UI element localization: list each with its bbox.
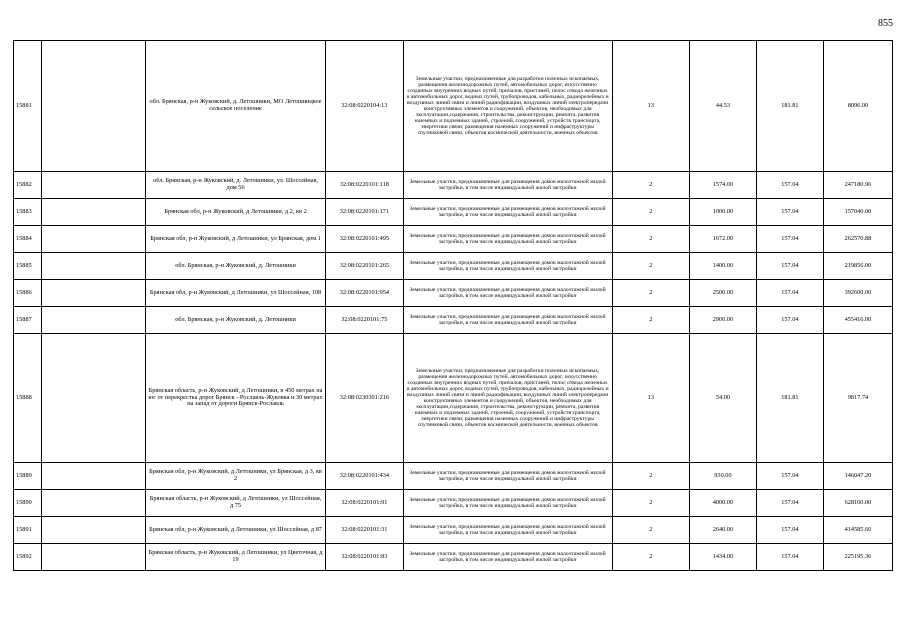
land-use-description: Земельные участки, предназначенные для разработки полезных ископаемых, размещения железнодорожных путей, автомобильных дорог, искусственно созданных внутренних водных путей, причалов, пристаней, полос отвода железных и автомобильных дорог, водных путей, трубопроводов, кабельных, радиорелейных и воздушных линий связи и линий радиофикации, воздушных линий электропередачи конструктивных элементов и сооружений, объектов, необходимых для эксплуатации,содержания, строительства, реконструкции, ремонта, развития наземных и подземных зданий, строений, сооружений, устройств транспорта, энергетики связи; размещения наземных сооружений и инфраструктуры спутниковой связи, объектов космической деятельности, военных объектов: [403, 334, 612, 463]
area-value: 1672.00: [689, 226, 756, 253]
address-cell: Брянская обл, р-н Жуковский, д Летошники, ул Шоссейная, 108: [145, 280, 325, 307]
row-id: 15888: [14, 334, 42, 463]
cadastral-number: 32:08:0220101:495: [326, 226, 403, 253]
address-cell: обл. Брянская, р-н Жуковский, д. Летошники, ул. Шоссейная, дом 56: [145, 172, 325, 199]
specific-value: 157.04: [756, 226, 823, 253]
row-id: 15881: [14, 41, 42, 172]
cadastral-number: 32:08:0220101:75: [326, 307, 403, 334]
table-row: [14, 41, 893, 172]
land-use-description: Земельные участки, предназначенные для размещения домов малоэтажной жилой застройки, в том числе индивидуальной жилой застройки: [403, 463, 612, 490]
address-cell: обл. Брянская, р-н Жуковский, д. Летошники: [145, 307, 325, 334]
specific-value: 157.04: [756, 280, 823, 307]
row-id: 15885: [14, 253, 42, 280]
land-use-description: Земельные участки, предназначенные для размещения домов малоэтажной жилой застройки, в том числе индивидуальной жилой застройки: [403, 172, 612, 199]
address-cell: обл. Брянская, р-н Жуковский, д. Летошники: [145, 253, 325, 280]
use-code: 2: [612, 253, 689, 280]
address-cell: Брянская обл, р-н Жуковский, д Летошники, ул Брянская, дом 1: [145, 226, 325, 253]
land-use-description: Земельные участки, предназначенные для размещения домов малоэтажной жилой застройки, в том числе индивидуальной жилой застройки: [403, 307, 612, 334]
use-code: 2: [612, 172, 689, 199]
cadastral-value: 262570.88: [823, 226, 892, 253]
area-value: 930.00: [689, 463, 756, 490]
area-value: 2640.00: [689, 517, 756, 544]
page-number: 855: [878, 18, 893, 29]
cadastral-number: 32:08:0220101:954: [326, 280, 403, 307]
address-cell: Брянская область, р-н Жуковский, д Летошники, ул Цветочная, д 19: [145, 544, 325, 571]
row-id: 15886: [14, 280, 42, 307]
empty-cell: [41, 517, 145, 544]
empty-cell: [41, 280, 145, 307]
table-row: [14, 544, 893, 571]
use-code: 2: [612, 226, 689, 253]
empty-cell: [41, 334, 145, 463]
land-use-description: Земельные участки, предназначенные для размещения домов малоэтажной жилой застройки, в том числе индивидуальной жилой застройки: [403, 226, 612, 253]
specific-value: 157.04: [756, 544, 823, 571]
empty-cell: [41, 199, 145, 226]
cadastral-value: 219856.00: [823, 253, 892, 280]
specific-value: 157.04: [756, 253, 823, 280]
empty-cell: [41, 463, 145, 490]
table-row: [14, 172, 893, 199]
area-value: 4000.00: [689, 490, 756, 517]
area-value: 1434.00: [689, 544, 756, 571]
cadastral-value: 157040.00: [823, 199, 892, 226]
area-value: 1400.00: [689, 253, 756, 280]
land-use-description: Земельные участки, предназначенные для размещения домов малоэтажной жилой застройки, в том числе индивидуальной жилой застройки: [403, 544, 612, 571]
table-row: [14, 517, 893, 544]
area-value: 1574.00: [689, 172, 756, 199]
use-code: 2: [612, 199, 689, 226]
land-use-description: Земельные участки, предназначенные для размещения домов малоэтажной жилой застройки, в том числе индивидуальной жилой застройки: [403, 517, 612, 544]
specific-value: 181.81: [756, 41, 823, 172]
row-id: 15882: [14, 172, 42, 199]
table-row: [14, 307, 893, 334]
area-value: 2900.00: [689, 307, 756, 334]
row-id: 15890: [14, 490, 42, 517]
specific-value: 157.04: [756, 307, 823, 334]
land-use-description: Земельные участки, предназначенные для размещения домов малоэтажной жилой застройки, в том числе индивидуальной жилой застройки: [403, 490, 612, 517]
empty-cell: [41, 172, 145, 199]
cadastral-number: 32:08:0230301:216: [326, 334, 403, 463]
empty-cell: [41, 307, 145, 334]
area-value: 54.00: [689, 334, 756, 463]
cadastral-number: 32:08:0220101:118: [326, 172, 403, 199]
address-cell: Брянская обл, р-н Жуковский, д Летошники, ул Шоссейная, д 87: [145, 517, 325, 544]
specific-value: 157.04: [756, 463, 823, 490]
row-id: 15892: [14, 544, 42, 571]
use-code: 2: [612, 490, 689, 517]
row-id: 15887: [14, 307, 42, 334]
cadastral-number: 32:08:0220101:434: [326, 463, 403, 490]
use-code: 2: [612, 307, 689, 334]
land-use-description: Земельные участки, предназначенные для размещения домов малоэтажной жилой застройки, в том числе индивидуальной жилой застройки: [403, 280, 612, 307]
land-use-description: Земельные участки, предназначенные для разработки полезных ископаемых, размещения железнодорожных путей, автомобильных дорог, искусственно созданных внутренних водных путей, причалов, пристаней, полос отвода железных и автомобильных дорог, водных путей, трубопроводов, кабельных, радиорелейных и воздушных линий связи и линий радиофикации, воздушных линий электропередачи конструктивных элементов и сооружений, объектов, необходимых для эксплуатации,содержания, строительства, реконструкции, ремонта, развития наземных и подземных зданий, строений, сооружений, устройств транспорта, энергетики связи; размещения наземных сооружений и инфраструктуры спутниковой связи, объектов космической деятельности, военных объектов: [403, 41, 612, 172]
row-id: 15883: [14, 199, 42, 226]
land-use-description: Земельные участки, предназначенные для размещения домов малоэтажной жилой застройки, в том числе индивидуальной жилой застройки: [403, 199, 612, 226]
address-cell: Брянская обл, р-н Жуковский, д Летошники, ул Брянская, д 3, кв 2: [145, 463, 325, 490]
use-code: 13: [612, 334, 689, 463]
row-id: 15891: [14, 517, 42, 544]
empty-cell: [41, 253, 145, 280]
use-code: 2: [612, 517, 689, 544]
cadastral-number: 32:08:0220101:31: [326, 517, 403, 544]
table-row: [14, 280, 893, 307]
specific-value: 157.04: [756, 517, 823, 544]
specific-value: 157.04: [756, 172, 823, 199]
cadastral-number: 32:08:0220104:13: [326, 41, 403, 172]
empty-cell: [41, 41, 145, 172]
cadastral-value: 146047.20: [823, 463, 892, 490]
area-value: 44.53: [689, 41, 756, 172]
cadastral-number: 32:08:0220101:91: [326, 490, 403, 517]
table-row: [14, 226, 893, 253]
cadastral-value: 247180.96: [823, 172, 892, 199]
empty-cell: [41, 544, 145, 571]
cadastral-value: 628160.00: [823, 490, 892, 517]
address-cell: Брянская область, р-н Жуковский, д Летошники, ул Шоссейная, д 75: [145, 490, 325, 517]
use-code: 13: [612, 41, 689, 172]
row-id: 15884: [14, 226, 42, 253]
empty-cell: [41, 226, 145, 253]
table-row: [14, 253, 893, 280]
use-code: 2: [612, 544, 689, 571]
cadastral-value: 414585.60: [823, 517, 892, 544]
cadastral-value: 9817.74: [823, 334, 892, 463]
cadastral-value: 8096.00: [823, 41, 892, 172]
cadastral-number: 32:08:0220101:265: [326, 253, 403, 280]
cadastral-value: 225195.36: [823, 544, 892, 571]
table-row: [14, 334, 893, 463]
table-row: [14, 490, 893, 517]
specific-value: 157.04: [756, 199, 823, 226]
land-use-description: Земельные участки, предназначенные для размещения домов малоэтажной жилой застройки, в том числе индивидуальной жилой застройки: [403, 253, 612, 280]
cadastral-number: 32:08:0220101:83: [326, 544, 403, 571]
empty-cell: [41, 490, 145, 517]
cadastral-value: 455416.00: [823, 307, 892, 334]
area-value: 2500.00: [689, 280, 756, 307]
table-row: [14, 463, 893, 490]
specific-value: 181.81: [756, 334, 823, 463]
use-code: 2: [612, 280, 689, 307]
address-cell: обл. Брянская, р-н Жуковский, д. Летошники, МО Летошницкое сельское поселение: [145, 41, 325, 172]
address-cell: Брянская область, р-н Жуковский, д Летошники, в 450 метрах на юг от перекрестка дорог Брянск - Рославль-Жуковка и 30 метрах на запад от дороги Брянск-Рославль: [145, 334, 325, 463]
table-row: [14, 199, 893, 226]
row-id: 15889: [14, 463, 42, 490]
address-cell: Брянская обл, р-н Жуковский, д Летошники, д 2, кв 2: [145, 199, 325, 226]
cadastral-value: 392600.00: [823, 280, 892, 307]
area-value: 1000.00: [689, 199, 756, 226]
land-register-table: [13, 40, 893, 571]
specific-value: 157.04: [756, 490, 823, 517]
use-code: 2: [612, 463, 689, 490]
cadastral-number: 32:08:0220101:171: [326, 199, 403, 226]
